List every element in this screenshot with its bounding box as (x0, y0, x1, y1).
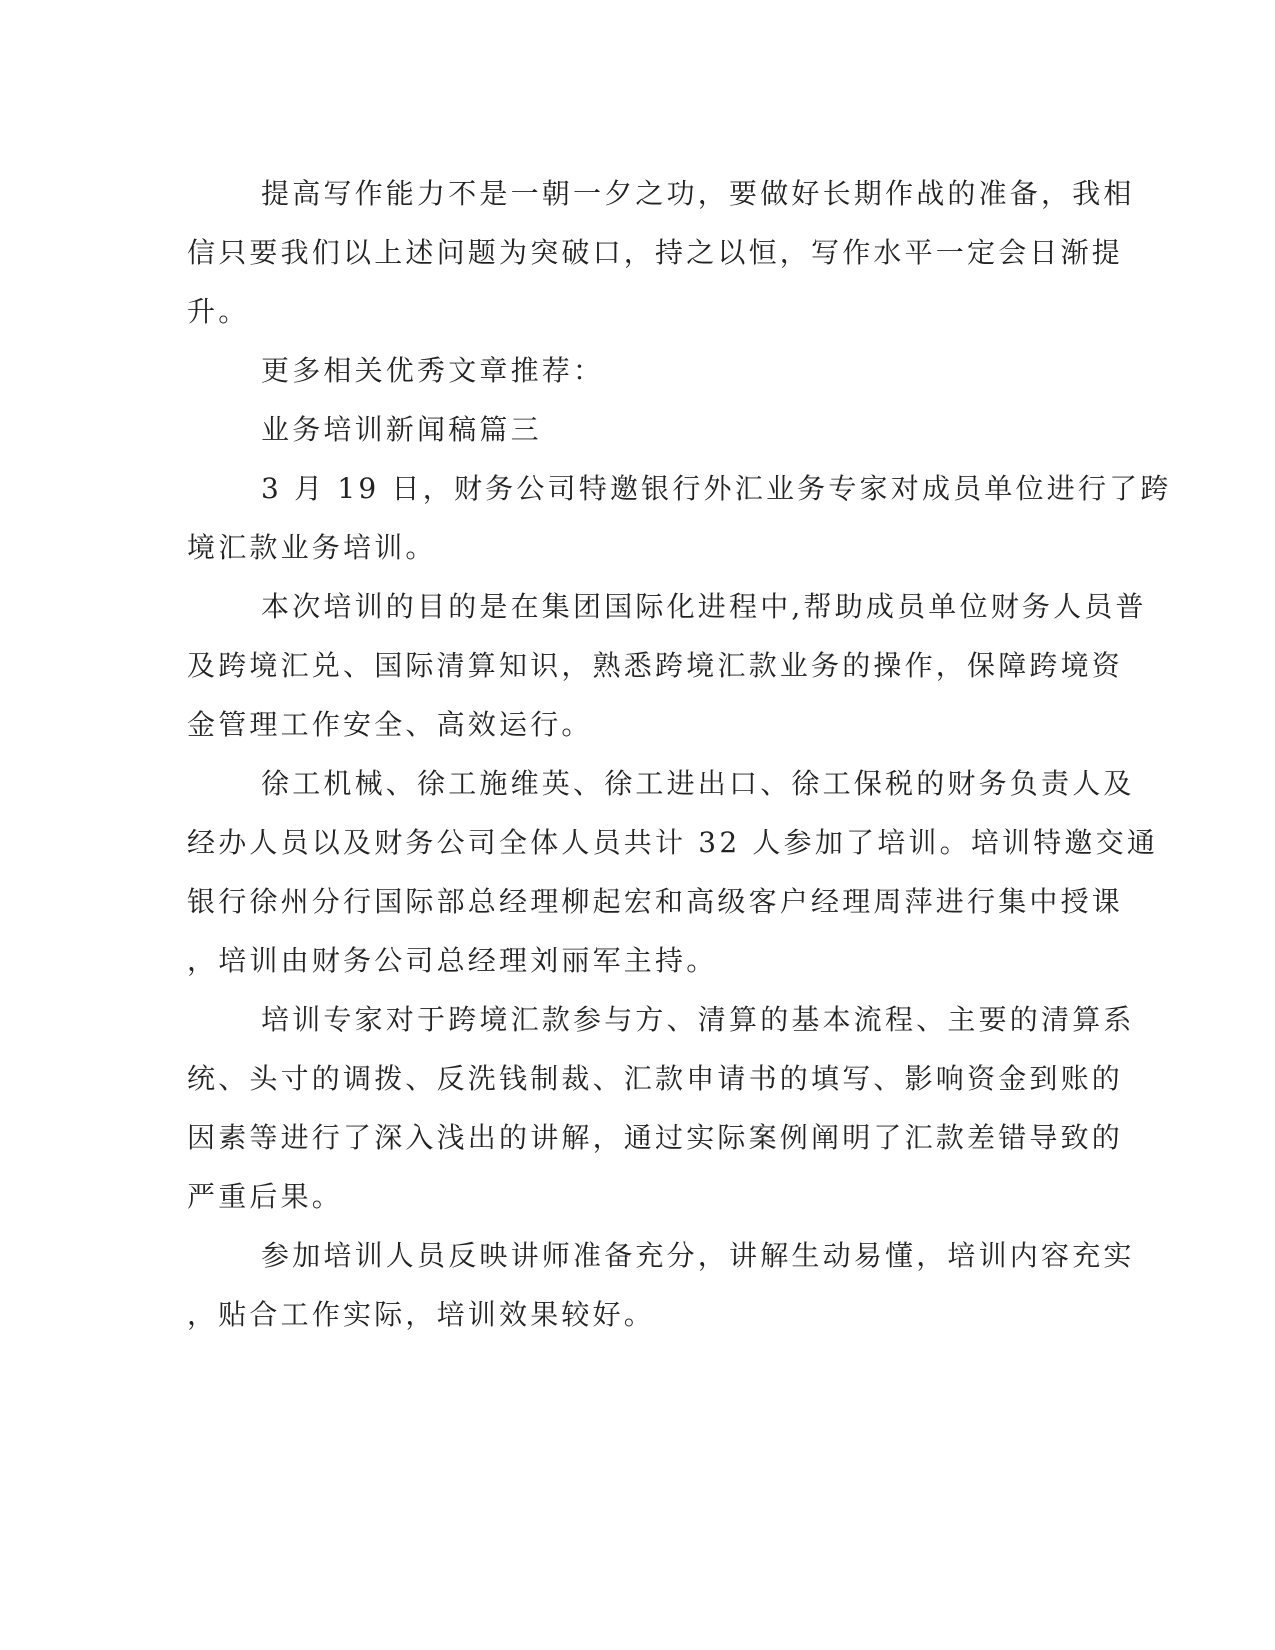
text-line: 参加培训人员反映讲师准备充分，讲解生动易懂，培训内容充实 (261, 1239, 1135, 1272)
paragraph-intro (187, 459, 1172, 577)
text-line: 严重后果。 (187, 1180, 344, 1213)
text-line: 更多相关优秀文章推荐： (261, 354, 605, 387)
section-heading (187, 400, 1067, 459)
paragraph-conclusion (187, 164, 1135, 341)
text-line: ，培训由财务公司总经理刘丽军主持。 (187, 944, 718, 977)
text-line: 银行徐州分行国际部总经理柳起宏和高级客户经理周萍进行集中授课 (187, 885, 1124, 918)
text-line: 徐工机械、徐工施维英、徐工进出口、徐工保税的财务负责人及 (261, 767, 1135, 800)
text-line: 本次培训的目的是在集团国际化进程中,帮助成员单位财务人员普 (261, 590, 1147, 623)
text-line: ，贴合工作实际，培训效果较好。 (187, 1298, 656, 1331)
text-line: 及跨境汇兑、国际清算知识，熟悉跨境汇款业务的操作，保障跨境资 (187, 649, 1124, 682)
paragraph-content (187, 990, 1135, 1226)
text-line: 升。 (187, 295, 250, 328)
text-line: 提高写作能力不是一朝一夕之功，要做好长期作战的准备，我相 (261, 177, 1135, 210)
text-line: 金管理工作安全、高效运行。 (187, 708, 593, 741)
document-body (187, 164, 1172, 1344)
paragraph-purpose (187, 577, 1147, 754)
text-line: 信只要我们以上述问题为突破口，持之以恒，写作水平一定会日渐提 (187, 236, 1124, 269)
paragraph-more-articles (187, 341, 1067, 400)
text-line: 统、头寸的调拨、反洗钱制裁、汇款申请书的填写、影响资金到账的 (187, 1062, 1124, 1095)
text-line: 3 月 19 日，财务公司特邀银行外汇业务专家对成员单位进行了跨 (261, 472, 1172, 505)
text-line: 培训专家对于跨境汇款参与方、清算的基本流程、主要的清算系 (261, 1003, 1135, 1036)
text-line: 境汇款业务培训。 (187, 531, 437, 564)
section-title: 业务培训新闻稿篇三 (261, 413, 542, 446)
text-line: 因素等进行了深入浅出的讲解，通过实际案例阐明了汇款差错导致的 (187, 1121, 1124, 1154)
paragraph-participants (187, 754, 1159, 990)
paragraph-feedback (187, 1226, 1135, 1344)
text-line: 经办人员以及财务公司全体人员共计 32 人参加了培训。培训特邀交通 (187, 826, 1159, 859)
